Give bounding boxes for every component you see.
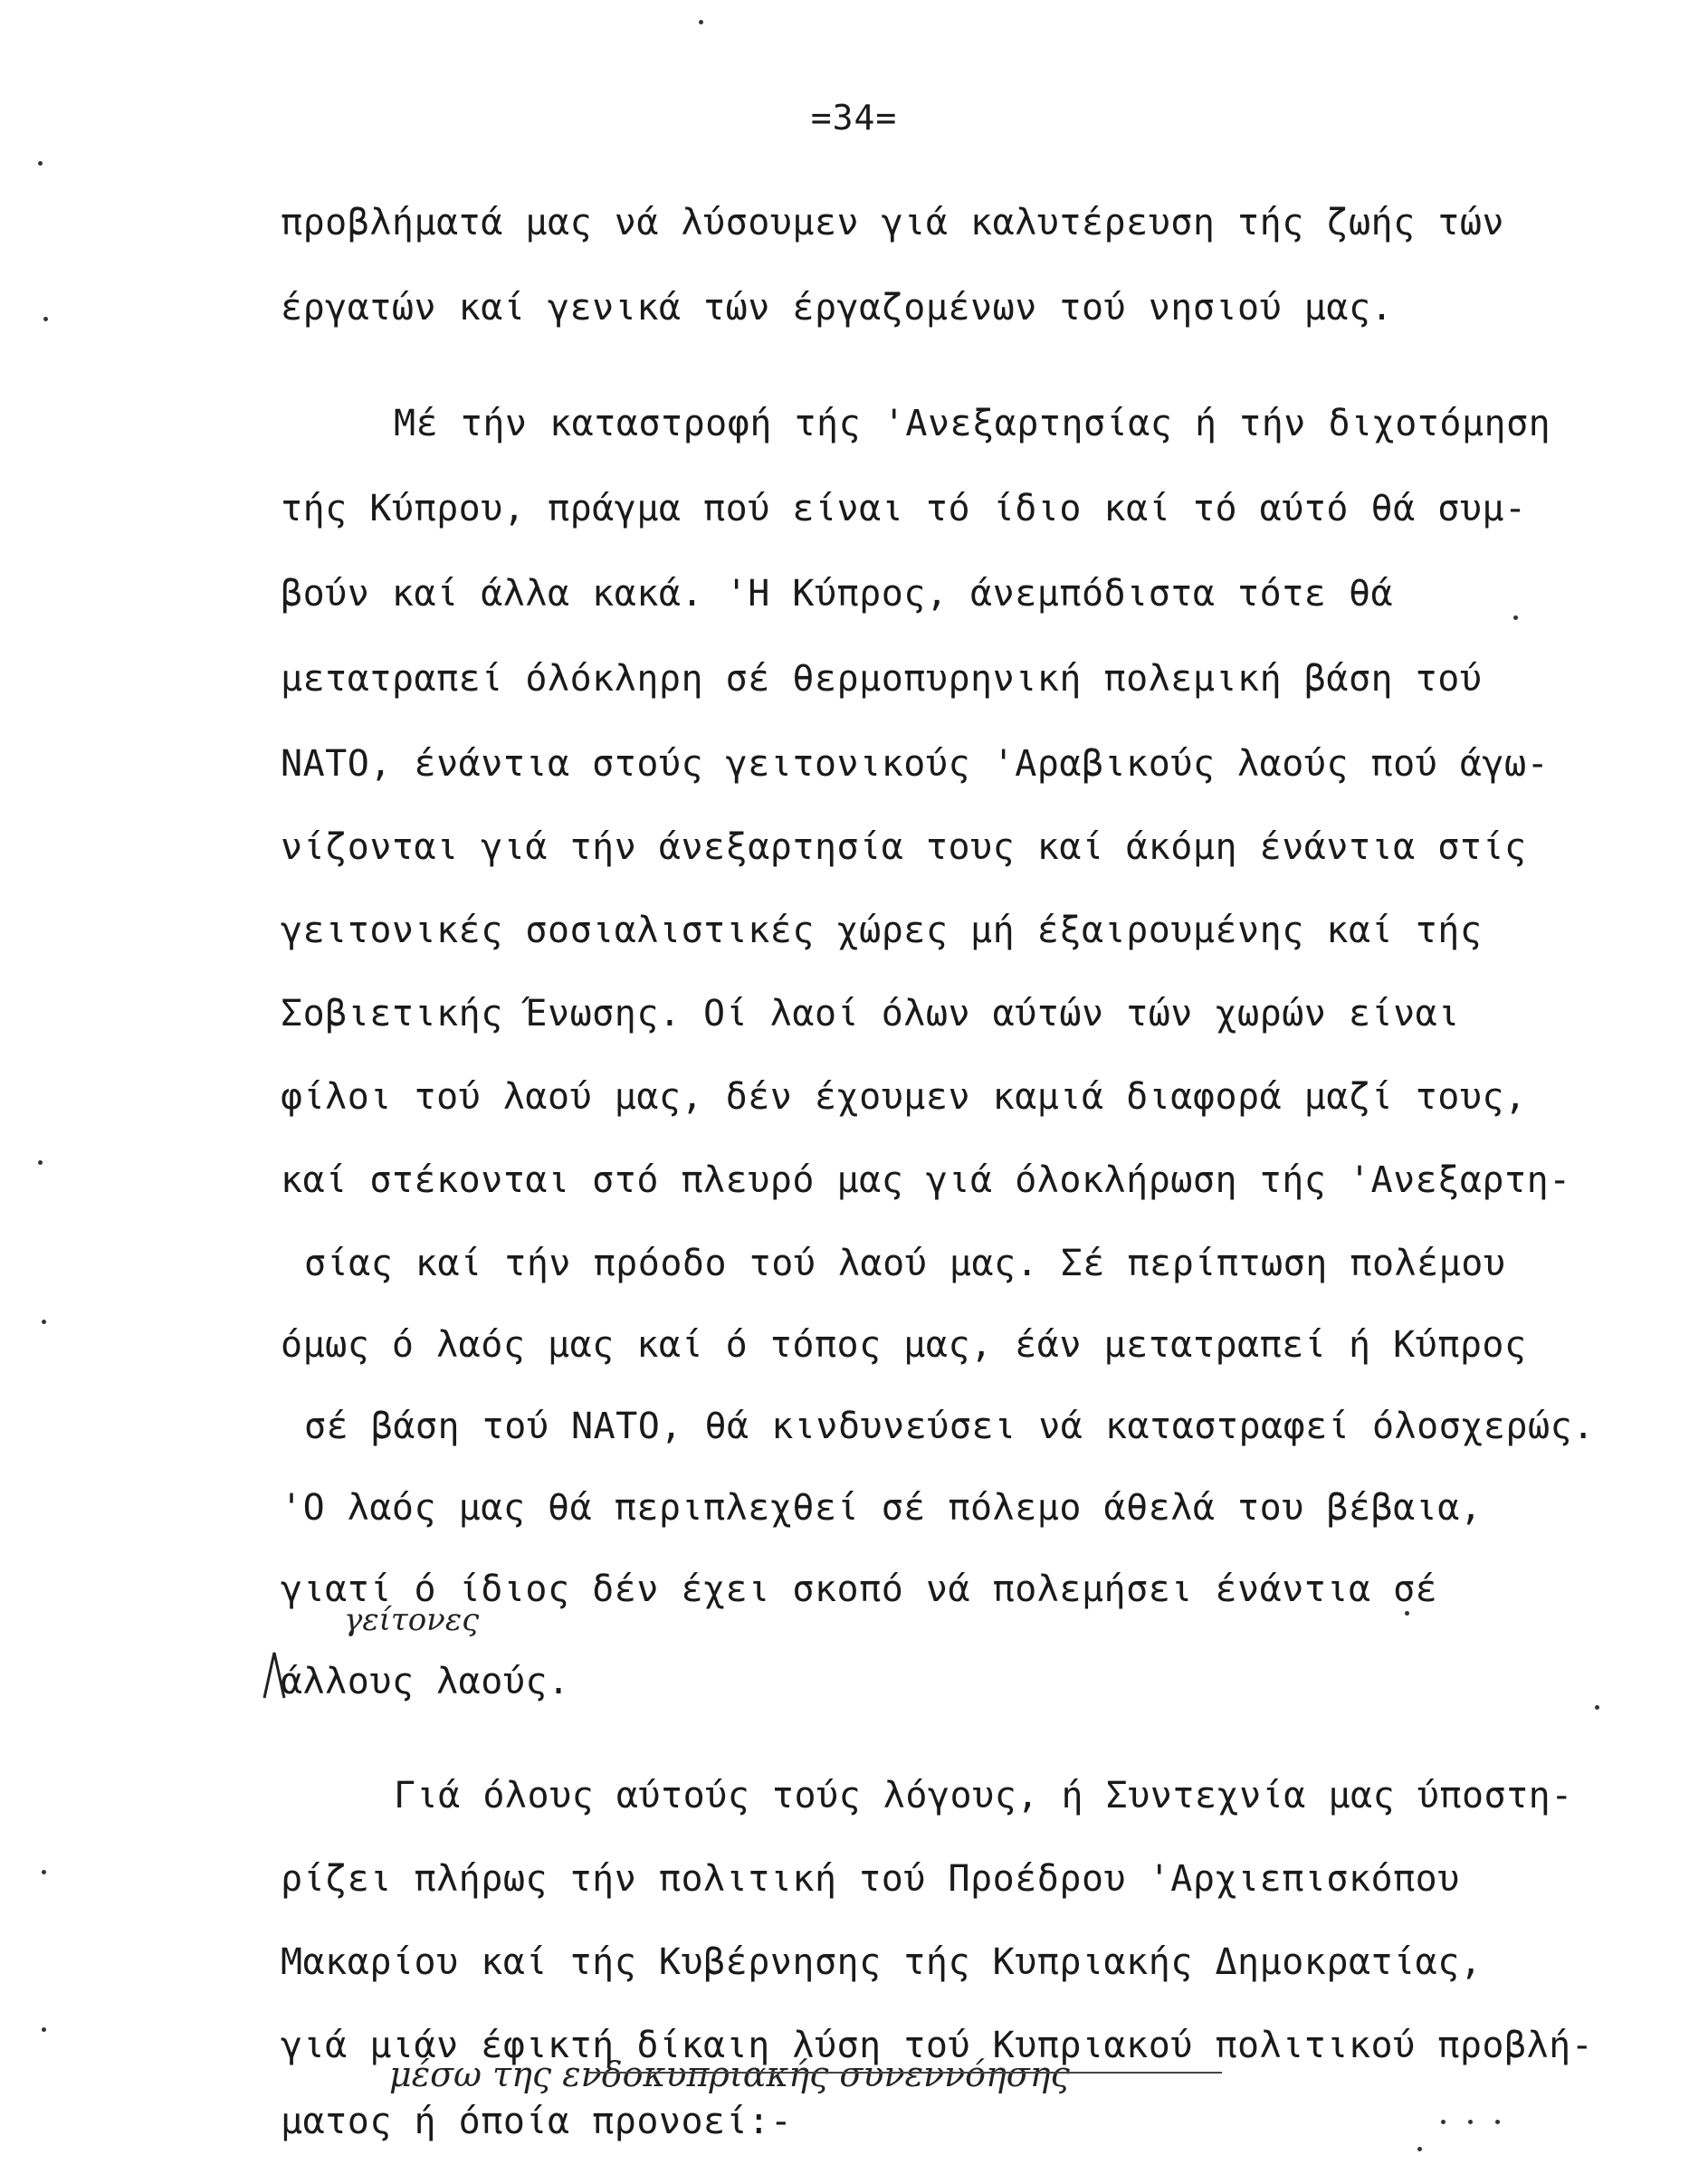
text-line: μετατραπεί όλόκληρη σέ θερμοπυρηνική πολεμική βάση τού (281, 658, 1483, 700)
text-line: σέ βάση τού ΝΑΤΟ, θά κινδυνεύσει νά καταστραφεί όλοσχερώς. (304, 1406, 1595, 1447)
text-line: 'Ο λαός μας θά περιπλεχθεί σέ πόλεμο άθελά του βέβαια, (281, 1487, 1483, 1529)
text-line: σίας καί τήν πρόοδο τού λαού μας. Σέ περίπτωση πολέμου (304, 1243, 1506, 1284)
text-line: ματος ή όποία προνοεί:- (281, 2101, 793, 2142)
insertion-caret-icon (261, 1649, 288, 1700)
scan-speck (1513, 615, 1518, 620)
paragraph-start-line: Μέ τήν καταστροφή τής 'Ανεξαρτησίας ή τήν διχοτόμηση (394, 403, 1551, 444)
scan-speck (38, 1160, 43, 1165)
text-line: καί στέκονται στό πλευρό μας γιά όλοκλήρωση τής 'Ανεξαρτη- (281, 1159, 1571, 1201)
text-line: ρίζει πλήρως τήν πολιτική τού Προέδρου 'Αρχιεπισκόπου (281, 1858, 1460, 1900)
scan-speck (43, 317, 48, 321)
scan-speck (42, 2027, 46, 2032)
text-line: ΝΑΤΟ, ένάντια στούς γειτονικούς 'Αραβικούς λαούς πού άγω- (281, 743, 1550, 785)
handwriting-stroke-icon (588, 2071, 1222, 2074)
scan-speck (1495, 2120, 1500, 2124)
text-line: βούν καί άλλα κακά. 'Η Κύπρος, άνεμπόδιστα τότε θά (281, 573, 1394, 615)
page-number: =34= (810, 98, 898, 138)
paragraph-start-line: Γιά όλους αύτούς τούς λόγους, ή Συντεχνία μας ύποστη- (394, 1775, 1573, 1816)
scan-speck (1441, 2120, 1446, 2124)
scan-speck (42, 1320, 46, 1324)
handwritten-note: μέσω της ενδοκυπριακής συνεννόησης (389, 2055, 1070, 2094)
text-line: φίλοι τού λαού μας, δέν έχουμεν καμιά διαφορά μαζί τους, (281, 1076, 1527, 1118)
scan-speck (38, 161, 43, 166)
scan-speck (42, 1870, 46, 1874)
text-line: Σοβιετικής Ένωσης. Οί λαοί όλων αύτών τών χωρών είναι (281, 993, 1460, 1035)
scan-speck (699, 20, 703, 24)
text-line: άλλους λαούς. (281, 1661, 570, 1702)
scan-speck (1405, 1611, 1409, 1616)
text-line: γιατί ό ίδιος δέν έχει σκοπό νά πολεμήσει ένάντια σέ (281, 1569, 1438, 1610)
text-line: τής Κύπρου, πράγμα πού είναι τό ίδιο καί τό αύτό θά συμ- (281, 488, 1527, 529)
scan-speck (1595, 1705, 1599, 1710)
text-line: Μακαρίου καί τής Κυβέρνησης τής Κυπριακής Δημοκρατίας, (281, 1941, 1483, 1983)
text-line: νίζονται γιά τήν άνεξαρτησία τους καί άκόμη ένάντια στίς (281, 826, 1527, 868)
text-line: έργατών καί γενικά τών έργαζομένων τού νησιού μας. (281, 287, 1394, 329)
scan-speck (1417, 2147, 1422, 2151)
text-line: προβλήματά μας νά λύσουμεν γιά καλυτέρευση τής ζωής τών (281, 202, 1505, 243)
text-line: γειτονικές σοσιαλιστικές χώρες μή έξαιρουμένης καί τής (281, 910, 1483, 951)
text-line: όμως ό λαός μας καί ό τόπος μας, έάν μετατραπεί ή Κύπρος (281, 1324, 1527, 1366)
text-line: γιά μιάν έφικτή δίκαιη λύση τού Κυπριακού πολιτικού προβλή- (281, 2025, 1594, 2066)
handwritten-insertion: γείτονες (344, 1602, 480, 1638)
scan-speck (1468, 2120, 1473, 2124)
